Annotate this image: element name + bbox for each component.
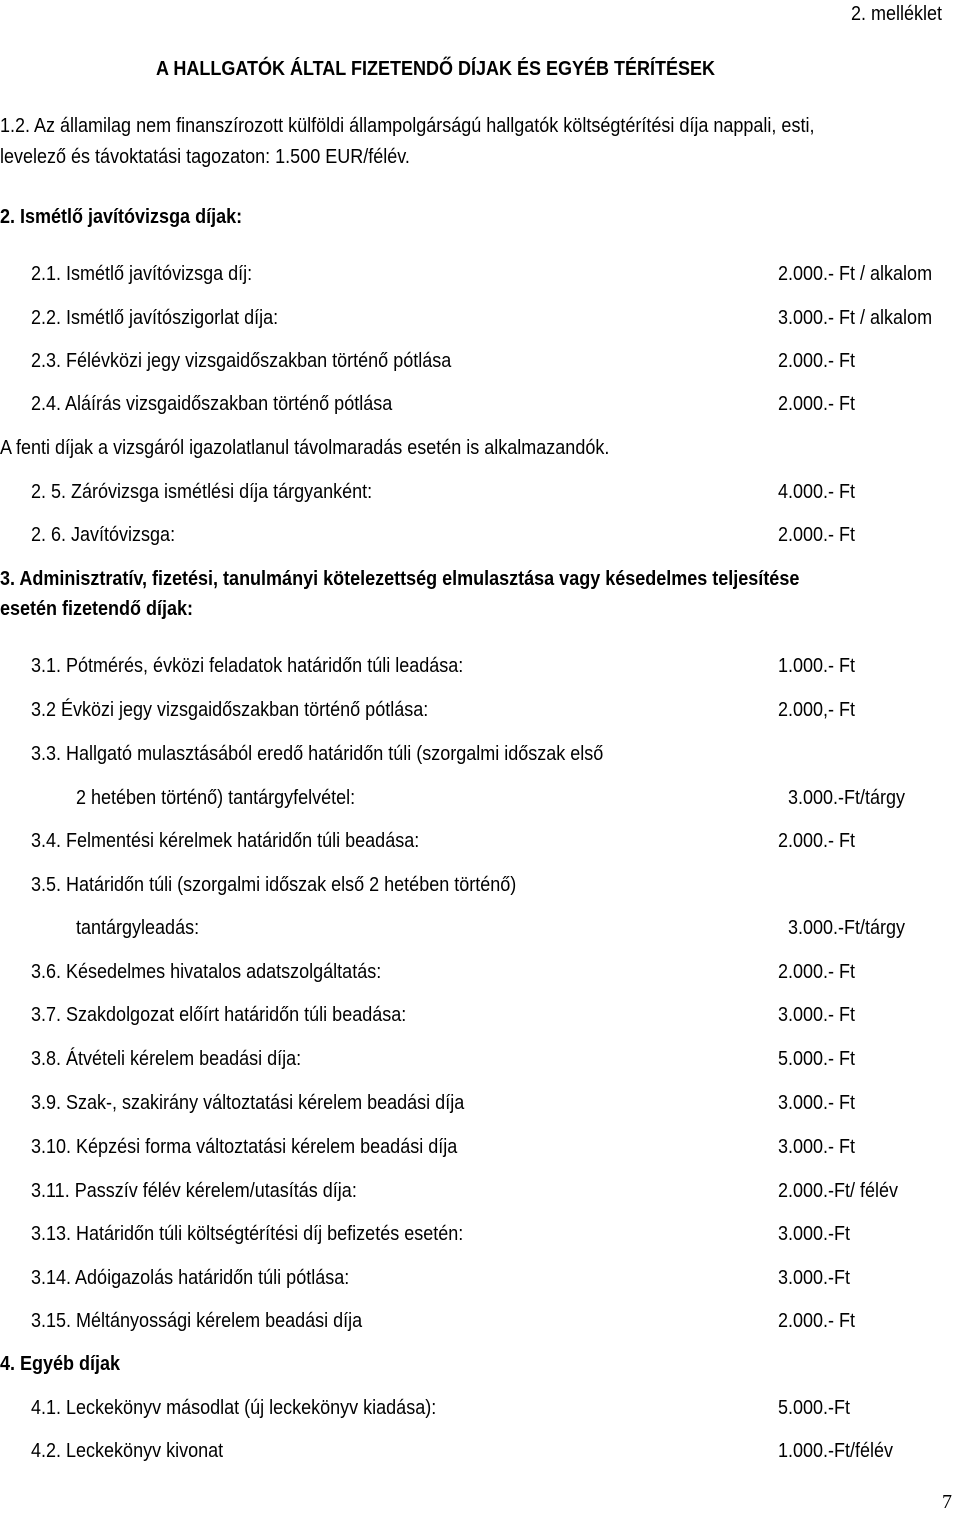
- item-2-6-value: 2.000.- Ft: [778, 524, 856, 546]
- item-3-7-value: 3.000.- Ft: [778, 1004, 856, 1026]
- item-2-4-value: 2.000.- Ft: [778, 393, 856, 415]
- item-3-9-value: 3.000.- Ft: [778, 1092, 856, 1114]
- item-3-15-value: 2.000.- Ft: [778, 1310, 856, 1332]
- item-3-11-label: 3.11. Passzív félév kérelem/utasítás díja:: [31, 1180, 357, 1202]
- item-3-3-value: 3.000.-Ft/tárgy: [788, 787, 906, 809]
- annex-label: 2. melléklet: [851, 3, 943, 25]
- section-2-heading: 2. Ismétlő javítóvizsga díjak:: [0, 206, 243, 228]
- item-3-6-value: 2.000.- Ft: [778, 961, 856, 983]
- item-3-3-label-line-1: 3.3. Hallgató mulasztásából eredő határidőn túli (szorgalmi időszak első: [31, 743, 604, 765]
- intro-line-2: levelező és távoktatási tagozaton: 1.500 EUR/félév.: [0, 146, 410, 168]
- intro-line-1: 1.2. Az államilag nem finanszírozott külföldi állampolgárságú hallgatók költségtérítési díja nappali, esti,: [0, 115, 815, 137]
- item-2-5-label: 2. 5. Záróvizsga ismétlési díja tárgyanként:: [31, 481, 373, 503]
- item-3-5-value: 3.000.-Ft/tárgy: [788, 917, 906, 939]
- item-3-1-label: 3.1. Pótmérés, évközi feladatok határidőn túli leadása:: [31, 655, 464, 677]
- section-4-heading: 4. Egyéb díjak: [0, 1353, 121, 1375]
- item-2-1-value: 2.000.- Ft / alkalom: [778, 263, 933, 285]
- item-3-4-value: 2.000.- Ft: [778, 830, 856, 852]
- item-4-2-label: 4.2. Leckekönyv kivonat: [31, 1440, 224, 1462]
- item-3-15-label: 3.15. Méltányossági kérelem beadási díja: [31, 1310, 363, 1332]
- item-3-2-value: 2.000,- Ft: [778, 699, 856, 721]
- item-3-13-label: 3.13. Határidőn túli költségtérítési díj befizetés esetén:: [31, 1223, 464, 1245]
- item-3-7-label: 3.7. Szakdolgozat előírt határidőn túli beadása:: [31, 1004, 407, 1026]
- item-2-3-value: 2.000.- Ft: [778, 350, 856, 372]
- item-3-6-label: 3.6. Késedelmes hivatalos adatszolgáltatás:: [31, 961, 382, 983]
- item-3-14-value: 3.000.-Ft: [778, 1267, 851, 1289]
- section-3-heading-line-1: 3. Adminisztratív, fizetési, tanulmányi kötelezettség elmulasztása vagy késedelmes teljesítése: [0, 568, 800, 590]
- item-2-3-label: 2.3. Félévközi jegy vizsgaidőszakban történő pótlása: [31, 350, 452, 372]
- item-3-5-label-line-2: tantárgyleadás:: [76, 917, 200, 939]
- item-3-3-label-line-2: 2 hetében történő) tantárgyfelvétel:: [76, 787, 356, 809]
- item-3-14-label: 3.14. Adóigazolás határidőn túli pótlása:: [31, 1267, 350, 1289]
- item-3-9-label: 3.9. Szak-, szakirány változtatási kérelem beadási díja: [31, 1092, 465, 1114]
- item-3-10-value: 3.000.- Ft: [778, 1136, 856, 1158]
- section-2-note: A fenti díjak a vizsgáról igazolatlanul távolmaradás esetén is alkalmazandók.: [0, 437, 610, 459]
- item-2-4-label: 2.4. Aláírás vizsgaidőszakban történő pótlása: [31, 393, 393, 415]
- section-3-heading-line-2: esetén fizetendő díjak:: [0, 598, 194, 620]
- page-number: 7: [942, 1491, 952, 1513]
- item-4-1-value: 5.000.-Ft: [778, 1397, 851, 1419]
- item-3-2-label: 3.2 Évközi jegy vizsgaidőszakban történő pótlása:: [31, 699, 429, 721]
- item-3-1-value: 1.000.- Ft: [778, 655, 856, 677]
- item-2-6-label: 2. 6. Javítóvizsga:: [31, 524, 176, 546]
- item-2-1-label: 2.1. Ismétlő javítóvizsga díj:: [31, 263, 253, 285]
- item-3-8-value: 5.000.- Ft: [778, 1048, 856, 1070]
- item-3-13-value: 3.000.-Ft: [778, 1223, 851, 1245]
- item-3-5-label-line-1: 3.5. Határidőn túli (szorgalmi időszak első 2 hetében történő): [31, 874, 517, 896]
- item-3-8-label: 3.8. Átvételi kérelem beadási díja:: [31, 1048, 302, 1070]
- page-title: A HALLGATÓK ÁLTAL FIZETENDŐ DÍJAK ÉS EGYÉB TÉRÍTÉSEK: [156, 58, 716, 80]
- item-2-2-value: 3.000.- Ft / alkalom: [778, 307, 933, 329]
- item-3-11-value: 2.000.-Ft/ félév: [778, 1180, 899, 1202]
- item-4-2-value: 1.000.-Ft/félév: [778, 1440, 894, 1462]
- item-2-5-value: 4.000.- Ft: [778, 481, 856, 503]
- item-3-10-label: 3.10. Képzési forma változtatási kérelem beadási díja: [31, 1136, 458, 1158]
- item-3-4-label: 3.4. Felmentési kérelmek határidőn túli beadása:: [31, 830, 420, 852]
- item-4-1-label: 4.1. Leckekönyv másodlat (új leckekönyv kiadása):: [31, 1397, 437, 1419]
- item-2-2-label: 2.2. Ismétlő javítószigorlat díja:: [31, 307, 279, 329]
